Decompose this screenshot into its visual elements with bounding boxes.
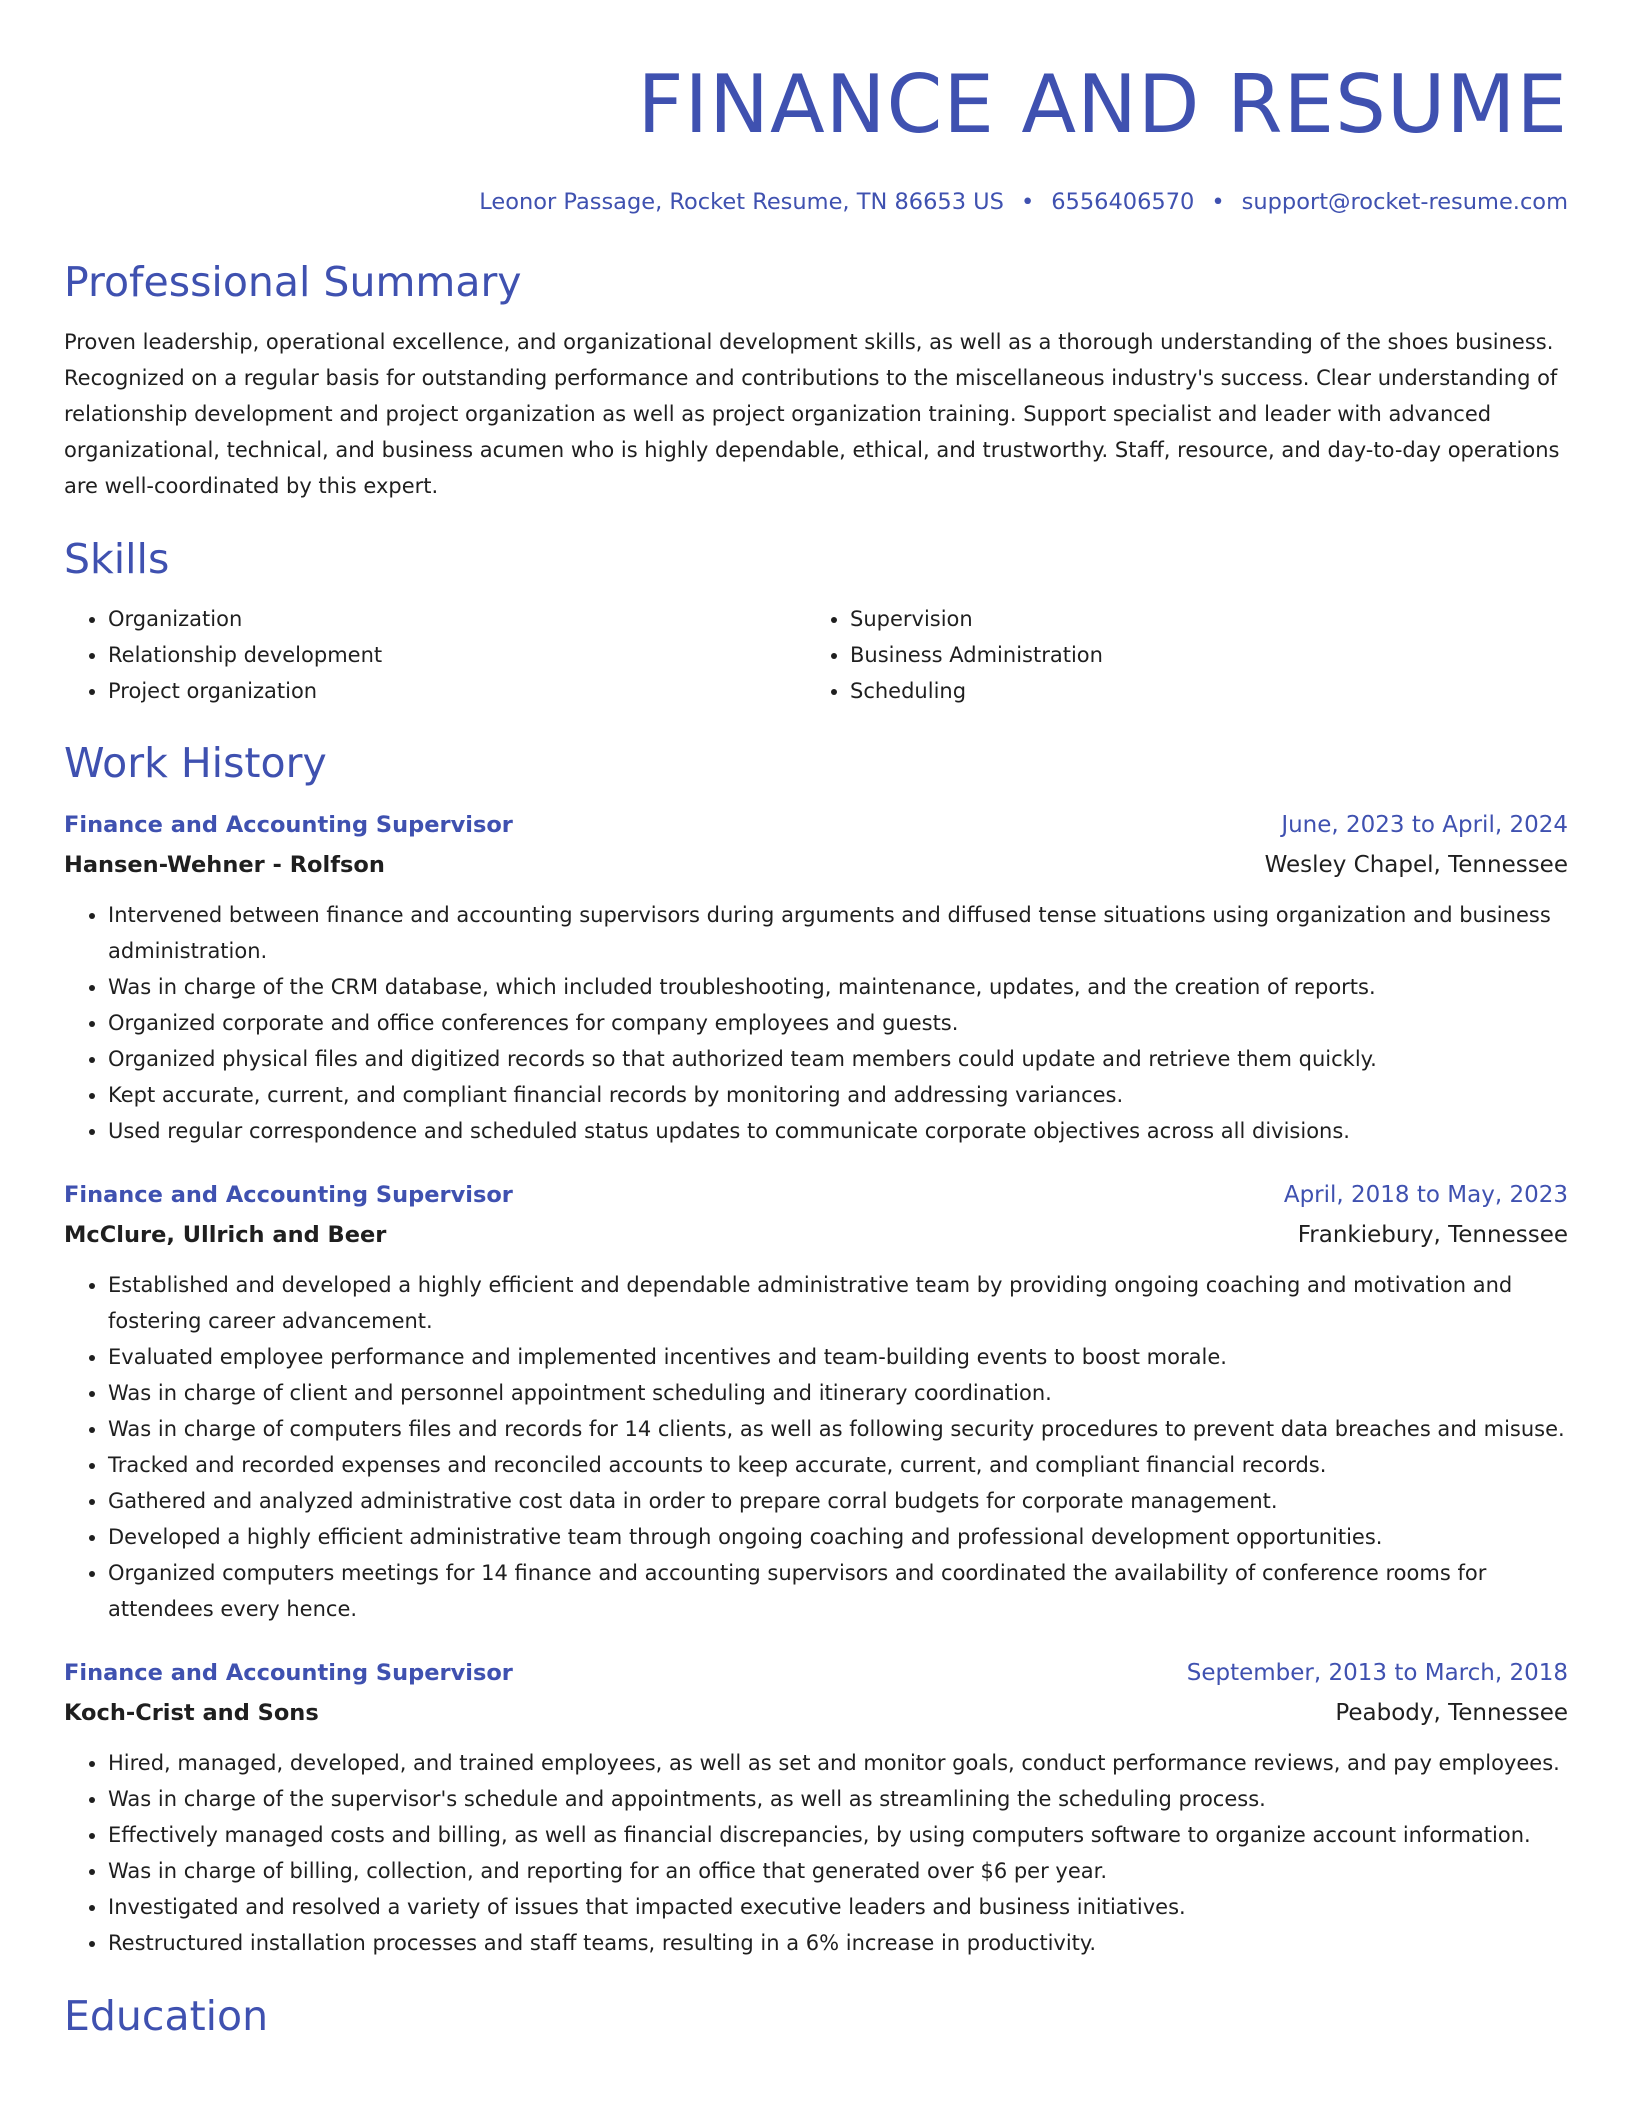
- job-bullet: • Organized computers meetings for 14 finance and accounting supervisors and coordinated the availability of conference rooms for attendees every hence.: [108, 1555, 1568, 1627]
- job-location: Frankiebury, Tennessee: [1297, 1222, 1568, 1248]
- resume-name: FINANCE AND RESUME: [637, 58, 1568, 151]
- job-bullet: • Organized corporate and office conferences for company employees and guests.: [108, 1005, 1568, 1041]
- job-bullets: [64, 897, 1568, 1149]
- job-subheader: [64, 1693, 1568, 1733]
- job-bullet: • Gathered and analyzed administrative cost data in order to prepare corral budgets for corporate management.: [108, 1483, 1568, 1519]
- skills-column-right: [806, 601, 1548, 709]
- job-bullet: • Was in charge of computers files and records for 14 clients, as well as following security procedures to prevent data breaches and misuse.: [108, 1411, 1568, 1447]
- contact-line: [64, 186, 1568, 218]
- section-title-skills: Skills: [64, 535, 170, 583]
- job-company: Koch-Crist and Sons: [64, 1700, 319, 1726]
- job-dates: April, 2018 to May, 2023: [1283, 1182, 1568, 1208]
- job-bullet: • Organized physical files and digitized records so that authorized team members could update and retrieve them quickly.: [108, 1041, 1568, 1077]
- job-bullet: • Effectively managed costs and billing, as well as financial discrepancies, by using computers software to organize account information.: [108, 1817, 1568, 1853]
- job-title: Finance and Accounting Supervisor: [64, 1660, 513, 1686]
- job-title: Finance and Accounting Supervisor: [64, 1182, 513, 1208]
- job-bullet: • Hired, managed, developed, and trained employees, as well as set and monitor goals, conduct performance reviews, and pay employees.: [108, 1745, 1568, 1781]
- skill-item: • Business Administration: [850, 637, 1548, 673]
- summary-text: Proven leadership, operational excellence, and organizational development skills, as well as a thorough understanding of the shoes business. Recognized on a regular basis for outstanding performance and contributions to the miscellaneous industry's success. Clear understanding of relationship development and project organization as well as project organization training. Support specialist and leader with advanced organizational, technical, and business acumen who is highly dependable, ethical, and trustworthy. Staff, resource, and day-to-day operations are well-coordinated by this expert.: [64, 330, 1560, 498]
- job-dates: September, 2013 to March, 2018: [1186, 1660, 1568, 1686]
- job-bullet: • Evaluated employee performance and implemented incentives and team-building events to boost morale.: [108, 1339, 1568, 1375]
- contact-phone: 6556406570: [1051, 189, 1195, 215]
- job-entry: [64, 805, 1568, 1149]
- section-title-summary: Professional Summary: [64, 258, 522, 306]
- job-dates: June, 2023 to April, 2024: [1281, 812, 1568, 838]
- skill-item: • Organization: [108, 601, 806, 637]
- job-bullet: • Established and developed a highly efficient and dependable administrative team by providing ongoing coaching and motivation and fostering career advancement.: [108, 1267, 1568, 1339]
- section-title-education: Education: [64, 1992, 269, 2040]
- skills-list: [64, 601, 1568, 709]
- job-subheader: [64, 1215, 1568, 1255]
- job-header: [64, 1653, 1568, 1693]
- job-location: Wesley Chapel, Tennessee: [1264, 852, 1568, 878]
- job-header: [64, 1175, 1568, 1215]
- skill-item: • Scheduling: [850, 673, 1548, 709]
- job-bullet: • Used regular correspondence and scheduled status updates to communicate corporate objectives across all divisions.: [108, 1113, 1568, 1149]
- job-bullets: [64, 1745, 1568, 1961]
- skill-item: • Project organization: [108, 673, 806, 709]
- job-company: McClure, Ullrich and Beer: [64, 1222, 387, 1248]
- section-title-work-history: Work History: [64, 739, 327, 787]
- skills-column-left: [64, 601, 806, 709]
- resume-page: [64, 0, 1568, 2042]
- job-bullets: [64, 1267, 1568, 1627]
- job-bullet: • Developed a highly efficient administrative team through ongoing coaching and professional development opportunities.: [108, 1519, 1568, 1555]
- job-bullet: • Was in charge of client and personnel appointment scheduling and itinerary coordination.: [108, 1375, 1568, 1411]
- job-bullet: • Kept accurate, current, and compliant financial records by monitoring and addressing variances.: [108, 1077, 1568, 1113]
- contact-email[interactable]: support@rocket-resume.com: [1241, 189, 1568, 215]
- job-bullet: • Tracked and recorded expenses and reconciled accounts to keep accurate, current, and compliant financial records.: [108, 1447, 1568, 1483]
- job-bullet: • Was in charge of the supervisor's schedule and appointments, as well as streamlining the scheduling process.: [108, 1781, 1568, 1817]
- job-bullet: • Was in charge of the CRM database, which included troubleshooting, maintenance, updates, and the creation of reports.: [108, 969, 1568, 1005]
- job-bullet: • Restructured installation processes and staff teams, resulting in a 6% increase in productivity.: [108, 1925, 1568, 1961]
- job-entry: [64, 1653, 1568, 1961]
- job-title: Finance and Accounting Supervisor: [64, 812, 513, 838]
- job-company: Hansen-Wehner - Rolfson: [64, 852, 385, 878]
- job-bullet: • Investigated and resolved a variety of issues that impacted executive leaders and business initiatives.: [108, 1889, 1568, 1925]
- contact-separator: •: [1020, 189, 1035, 215]
- contact-separator: •: [1211, 189, 1225, 215]
- job-location: Peabody, Tennessee: [1335, 1700, 1568, 1726]
- job-subheader: [64, 845, 1568, 885]
- contact-address: Leonor Passage, Rocket Resume, TN 86653 US: [479, 189, 1004, 215]
- job-entry: [64, 1175, 1568, 1627]
- job-header: [64, 805, 1568, 845]
- job-bullet: • Intervened between finance and accounting supervisors during arguments and diffused tense situations using organization and business administration.: [108, 897, 1568, 969]
- skill-item: • Relationship development: [108, 637, 806, 673]
- job-bullet: • Was in charge of billing, collection, and reporting for an office that generated over $6 per year.: [108, 1853, 1568, 1889]
- skill-item: • Supervision: [850, 601, 1548, 637]
